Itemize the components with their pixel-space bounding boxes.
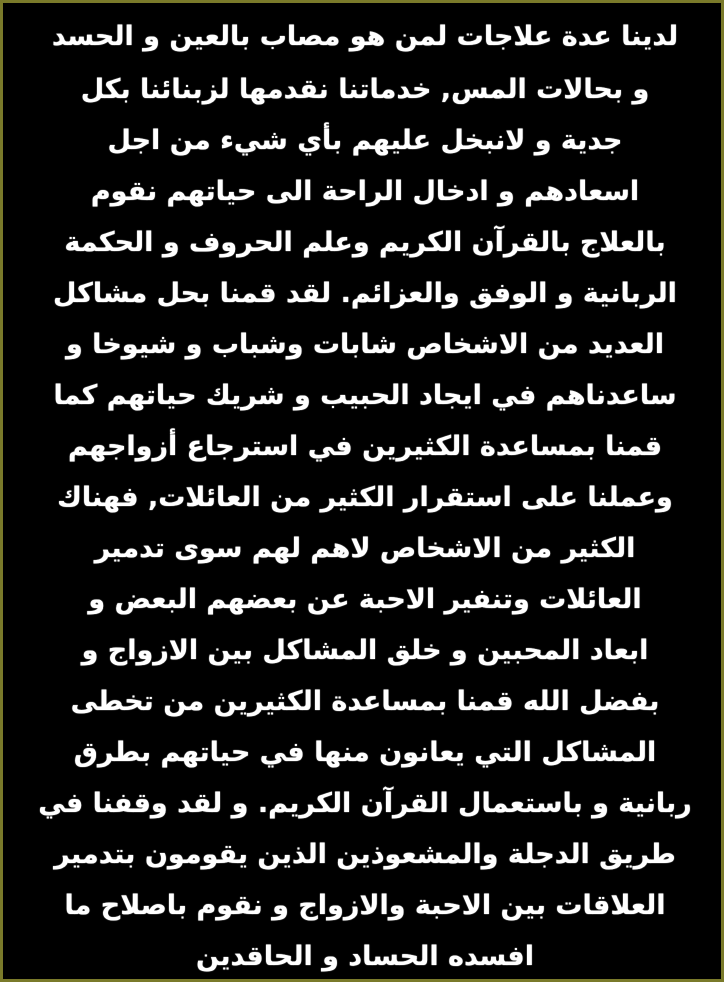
text-line: العائلات وتنفير الاحبة عن بعضهم البعض و (88, 584, 642, 615)
text-line: جدية و لانبخل عليهم بأي شيء من اجل (107, 125, 623, 156)
arabic-text-paragraph (6, 6, 724, 982)
text-line: وعملنا على استقرار الكثير من العائلات, فهناك (57, 482, 673, 513)
text-line: المشاكل التي يعانون منها في حياتهم بطرق (73, 737, 657, 768)
text-line: العديد من الاشخاص شابات وشباب و شيوخا و (66, 329, 664, 360)
text-line: الكثير من الاشخاص لاهم لهم سوى تدمير (94, 533, 636, 564)
text-line: بفضل الله قمنا بمساعدة الكثيرين من تخطى (70, 686, 660, 717)
text-line: طريق الدجلة والمشعوذين الذين يقومون بتدمير (54, 839, 676, 870)
text-line: العلاقات بين الاحبة والازواج و نقوم باصلاح ما (64, 890, 666, 921)
text-line: ربانية و باستعمال القرآن الكريم. و لقد وقفنا في (38, 788, 692, 819)
text-line: ساعدناهم في ايجاد الحبيب و شريك حياتهم كما (53, 380, 677, 411)
text-line: افسده الحساد و الحاقدين (196, 941, 534, 972)
text-line: الربانية و الوفق والعزائم. لقد قمنا بحل مشاكل (53, 278, 677, 309)
text-line: قمنا بمساعدة الكثيرين في استرجاع أزواجهم (67, 431, 663, 462)
text-line: ابعاد المحبين و خلق المشاكل بين الازواج و (81, 635, 649, 666)
text-line: اسعادهم و ادخال الراحة الى حياتهم نقوم (90, 176, 640, 207)
text-line: و بحالات المس, خدماتنا نقدمها لزبنائنا بكل (80, 74, 650, 105)
text-line: لدينا عدة علاجات لمن هو مصاب بالعين و الحسد (51, 21, 679, 52)
text-line: بالعلاج بالقرآن الكريم وعلم الحروف و الحكمة (64, 227, 666, 258)
